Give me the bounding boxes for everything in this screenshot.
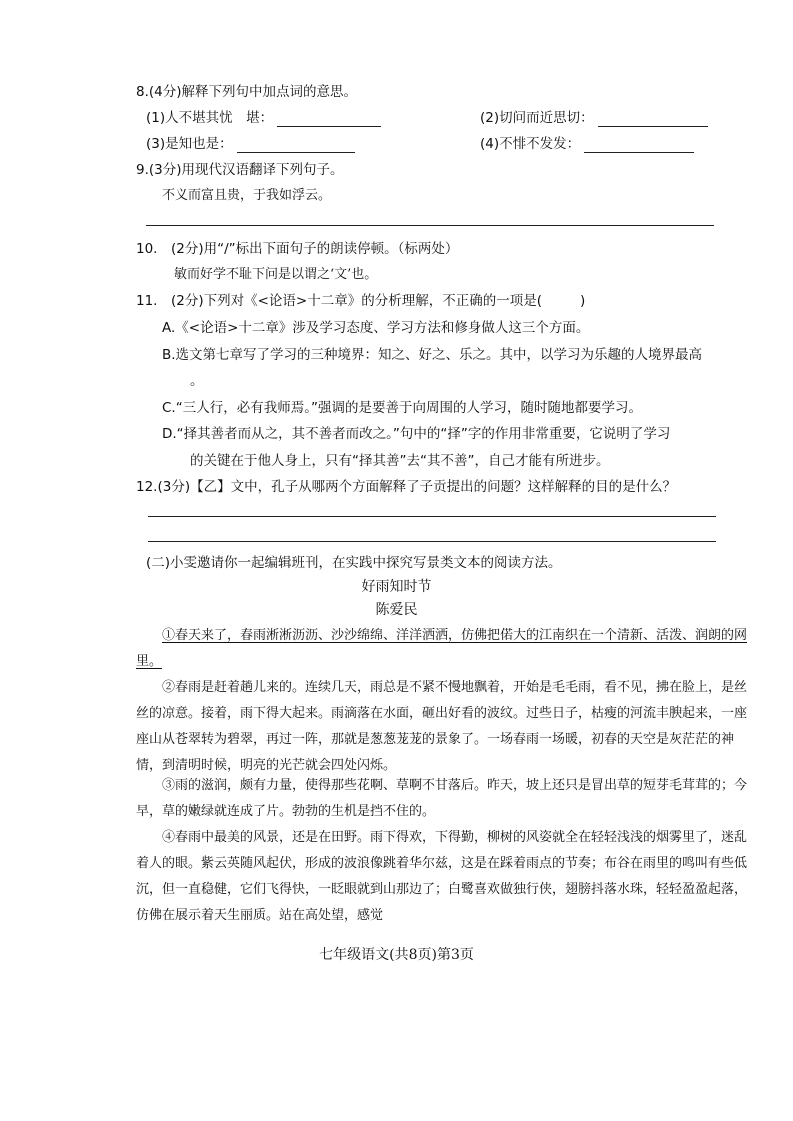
q11-option-b-cont: 。 [190,373,204,389]
q8-answer-1-blank[interactable] [277,112,381,127]
q11-stem-end: ) [579,293,586,309]
q8-answer-4-blank[interactable] [584,138,694,153]
article-paragraph-1: ①春天来了，春雨淅淅沥沥、沙沙绵绵、洋洋洒洒，仿佛把偌大的江南织在一个清新、活泼、润朗的网里。 [136,628,748,669]
q8-item-2-label: (2)切问而近思切： [480,110,594,126]
q11-option-c: C.“三人行，必有我师焉。”强调的是要善于向周围的人学习，随时随地都要学习。 [162,400,642,416]
q8-stem: 8.(4分)解释下列句中加点词的意思。 [136,84,358,100]
q9-answer-line[interactable] [146,225,714,226]
q11-option-b: B.选文第七章写了学习的三种境界：知之、好之、乐之。其中，以学习为乐趣的人境界最高 [162,347,703,363]
q10-stem: 10. (2分)用“/”标出下面句子的朗读停顿。（标两处） [136,241,459,257]
q12-answer-line-2[interactable] [148,541,716,542]
q12-stem: 12.(3分)【乙】文中，孔子从哪两个方面解释了子贡提出的问题？这样解释的目的是什么？ [136,479,677,495]
q8-item-4-label: (4)不悱不发发： [480,136,581,152]
q12-answer-line-1[interactable] [148,516,716,517]
q8-answer-2-blank[interactable] [598,112,708,127]
q8-item-4 [480,135,694,153]
q10-sentence: 敏而好学不耻下问是以谓之‘文’也。 [174,267,378,282]
q8-item-2 [480,109,708,127]
q8-item-3 [146,135,355,153]
article-paragraph-2: ②春雨是赶着趟儿来的。连续几天，雨总是不紧不慢地飘着，开始是毛毛雨，看不见，拂在脸上，是丝丝的凉意。接着，雨下得大起来。雨滴落在水面，砸出好看的波纹。过些日子，枯瘦的河流丰腴起来，一座座山从苍翠转为碧翠，再过一阵，那就是葱葱茏茏的景象了。一场春雨一场暖，初春的天空是灰茫茫的神情，到清明时候，明亮的光芒就会四处闪烁。 [136,680,748,773]
article-author: 陈爱民 [375,602,418,618]
q8-item-1-label: (1)人不堪其忧 堪： [146,110,274,126]
q11-stem [136,292,585,310]
q11-option-d: D.“择其善者而从之，其不善者而改之。”句中的“择”字的作用非常重要，它说明了学习 [162,426,671,442]
section2-intro: (二)小雯邀请你一起编辑班刊，在实践中探究写景类文本的阅读方法。 [146,555,562,571]
q9-sentence: 不义而富且贵，于我如浮云。 [162,188,332,203]
article-paragraph-3: ③雨的滋润，颇有力量，使得那些花啊、草啊不甘落后。昨天，坡上还只是冒出草的短芽毛茸茸的；今早，草的嫩绿就连成了片。勃勃的生机是挡不住的。 [136,778,748,819]
article-title: 好雨知时节 [361,579,432,595]
q9-stem: 9.(3分)用现代汉语翻译下列句子。 [136,162,344,178]
article-paragraph-4: ④春雨中最美的风景，还是在田野。雨下得欢，下得勤，柳树的风姿就全在轻轻浅浅的烟雾里了，迷乱着人的眼。紫云英随风起伏，形成的波浪像跳着华尔兹，这是在踩着雨点的节奏；布谷在雨里的鸣叫有些低沉，但一直稳健，它们飞得快，一眨眼就到山那边了；白鹭喜欢做独行侠，翅膀抖落水珠，轻轻盈盈起落，仿佛在展示着天生丽质。站在高处望，感觉 [136,830,748,923]
q11-option-a: A.《<论语>十二章》涉及学习态度、学习方法和修身做人这三个方面。 [162,320,590,336]
q11-stem-text: 11. (2分)下列对《<论语>十二章》的分析理解，不正确的一项是( [136,293,542,309]
q8-answer-3-blank[interactable] [237,138,355,153]
q11-option-d-cont: 的关键在于他人身上，只有“择其善”去“其不善”，自己才能有所进步。 [190,453,610,469]
q8-item-3-label: (3)是知也是： [146,136,233,152]
page-footer: 七年级语文(共8页)第3页 [319,947,474,963]
q8-item-1 [146,109,381,127]
